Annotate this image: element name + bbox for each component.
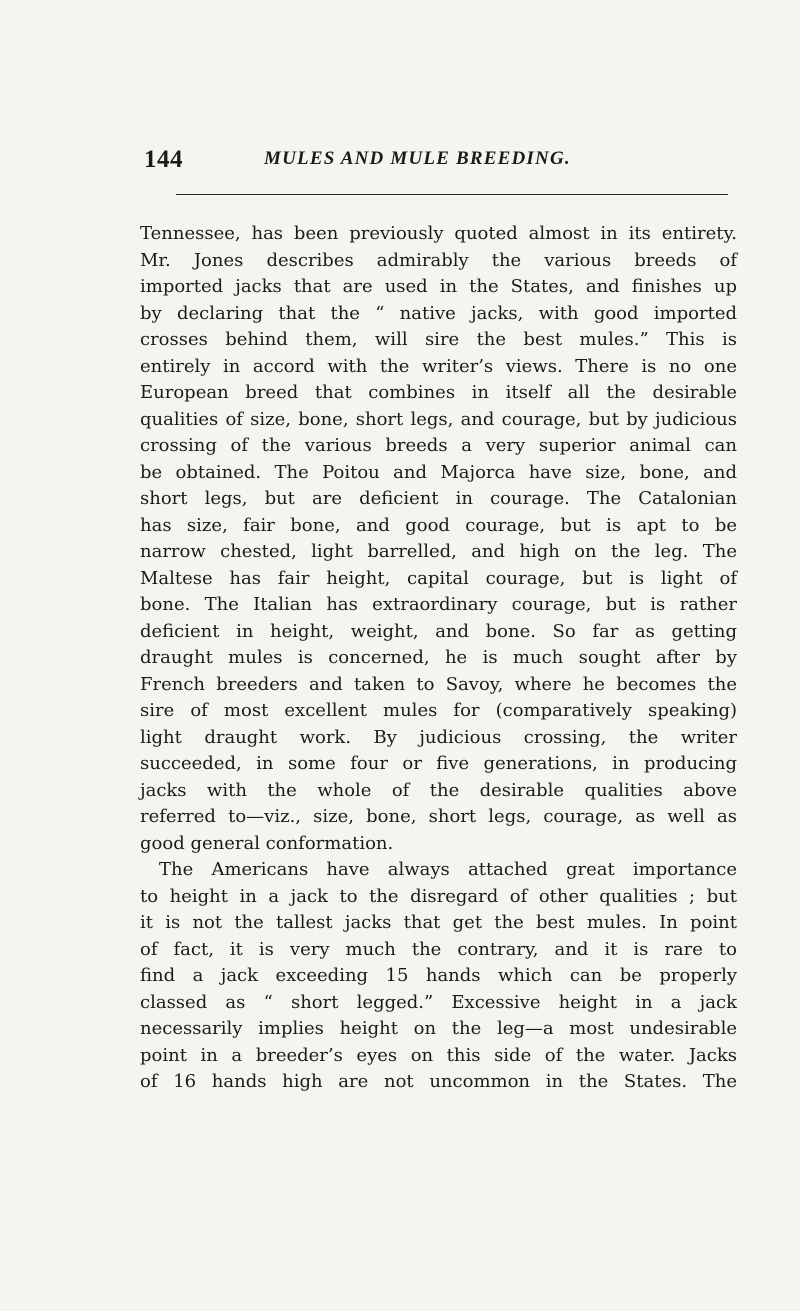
text-line: crossing of the various breeds a very superior animal can bbox=[140, 435, 737, 456]
text-line: succeeded, in some four or five generations, in producing bbox=[140, 753, 737, 774]
text-line: qualities of size, bone, short legs, and courage, but by judicious bbox=[140, 408, 737, 430]
text-line: good general conformation. bbox=[140, 832, 394, 854]
page-header bbox=[144, 146, 728, 182]
text-line: find a jack exceeding 15 hands which can be properly bbox=[140, 965, 737, 986]
text-line: classed as “ short legged.” Excessive height in a jack bbox=[140, 991, 737, 1013]
body-text bbox=[140, 221, 737, 1096]
text-line: light draught work. By judicious crossing, the writer bbox=[140, 726, 737, 748]
text-line: point in a breeder’s eyes on this side of the water. Jacks bbox=[140, 1044, 737, 1066]
text-line: crosses behind them, will sire the best mules.” This is bbox=[140, 329, 737, 350]
text-line: be obtained. The Poitou and Majorca have size, bone, and bbox=[140, 461, 737, 483]
text-line: European breed that combines in itself all the desirable bbox=[140, 382, 737, 403]
text-line: short legs, but are deficient in courage. The Catalonian bbox=[140, 488, 737, 509]
text-line: deficient in height, weight, and bone. So far as getting bbox=[140, 620, 737, 642]
page-number: 144 bbox=[144, 146, 183, 173]
text-line: The Americans have always attached great importance bbox=[159, 859, 737, 880]
text-line: of 16 hands high are not uncommon in the States. The bbox=[140, 1071, 737, 1092]
text-line: Maltese has fair height, capital courage, but is light of bbox=[140, 567, 737, 589]
text-line: to height in a jack to the disregard of other qualities ; but bbox=[140, 885, 737, 907]
running-title: MULES AND MULE BREEDING. bbox=[264, 148, 571, 169]
text-line: draught mules is concerned, he is much sought after by bbox=[140, 647, 737, 668]
text-line: Tennessee, has been previously quoted almost in its entirety. bbox=[140, 223, 737, 244]
text-line: Mr. Jones describes admirably the various breeds of bbox=[140, 249, 737, 271]
text-line: necessarily implies height on the leg—a most undesirable bbox=[140, 1018, 737, 1039]
text-line: entirely in accord with the writer’s views. There is no one bbox=[140, 355, 737, 377]
text-line: it is not the tallest jacks that get the best mules. In point bbox=[140, 912, 737, 933]
text-line: narrow chested, light barrelled, and high on the leg. The bbox=[140, 541, 737, 562]
text-line: jacks with the whole of the desirable qualities above bbox=[140, 779, 737, 801]
text-line: French breeders and taken to Savoy, where he becomes the bbox=[140, 673, 737, 695]
text-line: bone. The Italian has extraordinary courage, but is rather bbox=[140, 594, 737, 615]
text-line: by declaring that the “ native jacks, with good imported bbox=[140, 302, 737, 324]
header-rule bbox=[176, 194, 728, 195]
text-line: imported jacks that are used in the States, and finishes up bbox=[140, 276, 737, 297]
text-line: has size, fair bone, and good courage, but is apt to be bbox=[140, 514, 737, 536]
text-line: referred to—viz., size, bone, short legs, courage, as well as bbox=[140, 806, 737, 827]
text-line: sire of most excellent mules for (comparatively speaking) bbox=[140, 700, 737, 721]
text-line: of fact, it is very much the contrary, and it is rare to bbox=[140, 938, 737, 960]
